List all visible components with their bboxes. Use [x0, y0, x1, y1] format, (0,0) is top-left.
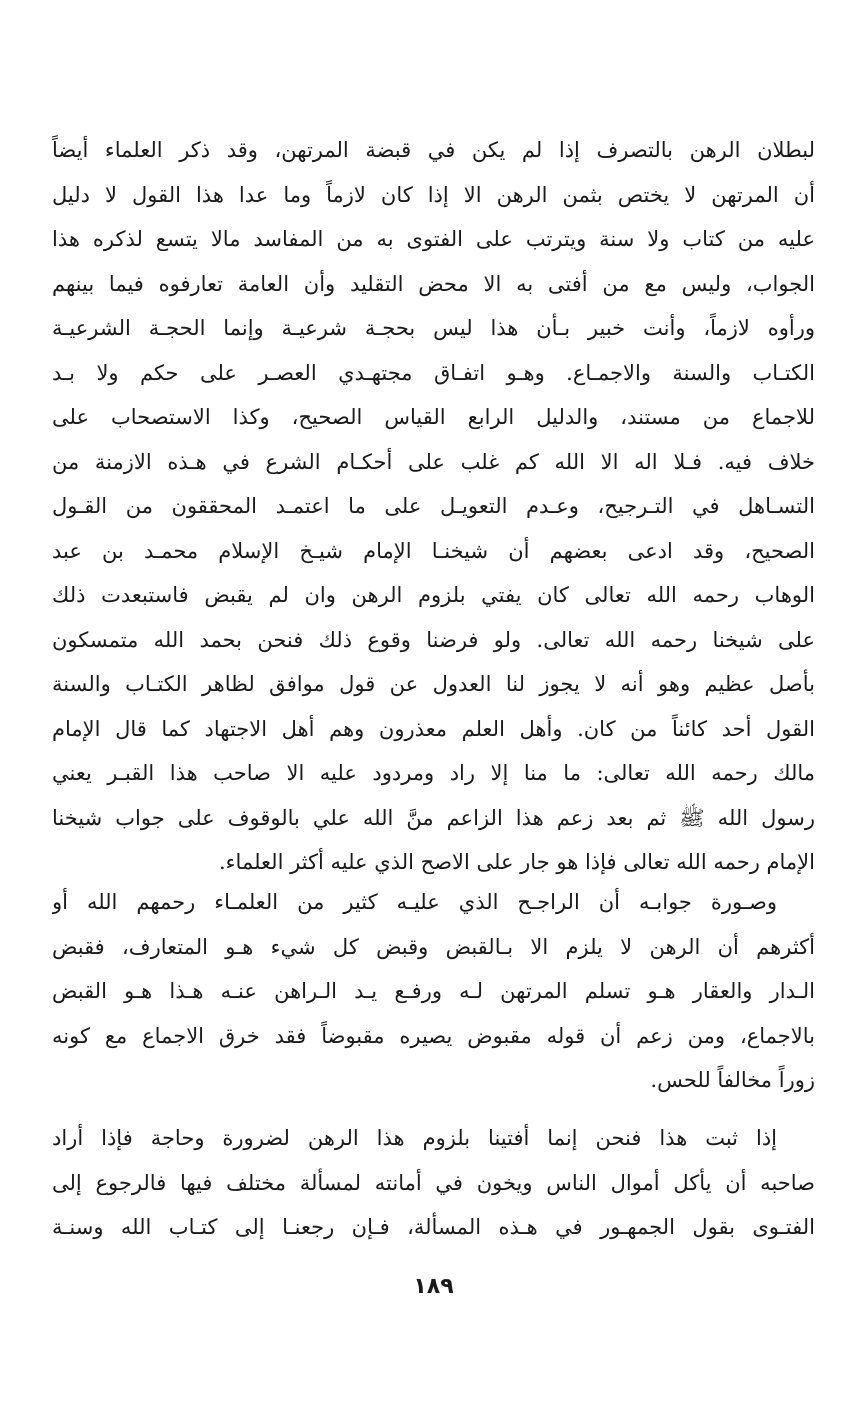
text-line: عليه من كتاب ولا سنة ويترتب على الفتوى به من المفاسد مالا يتسع لذكره هذا [52, 227, 815, 251]
text-line: القول أحد كائناً من كان. وأهل العلم معذرون وهم أهل الاجتهاد كما قال الإمام [52, 716, 815, 741]
text-line: الكتـاب والسنة والاجمـاع. وهـو اتفـاق مجتهـدي العصـر على حكم ولا بـد [52, 360, 815, 385]
text-line: الوهاب رحمه الله تعالى كان يفتي بلزوم الرهن وان لم يقبض فاستبعدت ذلك [52, 583, 815, 607]
text-line: الصحيح، وقد ادعى بعضهم أن شيخنـا الإمام شيـخ الإسلام محمـد بن عبد [52, 538, 815, 563]
text-line: وصـورة جوابـه أن الراجـح الذي عليـه كثير من العلمـاء رحمهم الله أو [52, 890, 777, 914]
text-line: صاحبه أن يأكل أموال الناس ويخون في أمانته لمسألة مختلف فيها فالرجوع إلى [52, 1170, 815, 1195]
text-line: أن المرتهن لا يختص بثمن الرهن الا إذا كان لازماً وما عدا هذا القول لا دليل [52, 182, 815, 207]
text-line: الـدار والعقار هـو تسلم المرتهن لـه ورفـع يـد الـراهن عنـه هـذا هـو القبض [52, 979, 815, 1003]
paragraph-3 [52, 1116, 815, 1250]
text-line: أكثرهم أن الرهن لا يلزم الا بـالقبض وقبض كل شيء هـو المتعارف، فقبض [52, 934, 815, 959]
text-line: الفتـوى بقول الجمهـور في هـذه المسألة، فـإن رجعنـا إلى كتـاب الله وسنـة [52, 1215, 815, 1239]
text-line: بأصل عظيم وهو أنه لا يجوز لنا العدول عن قول موافق لظاهر الكتـاب والسنة [52, 672, 815, 696]
paragraph-2 [52, 880, 815, 1103]
text-line: خلاف فيه. فـلا اله الا الله كم غلب على أحكـام الشرع في هـذه الازمنة من [52, 449, 815, 474]
text-line: إذا ثبت هذا فنحن إنما أفتينا بلزوم هذا الرهن لضرورة وحاجة فإذا أراد [52, 1126, 777, 1150]
paragraph-1 [52, 128, 815, 885]
text-line: لبطلان الرهن بالتصرف إذا لم يكن في قبضة المرتهن، وقد ذكر العلماء أيضاً [52, 138, 815, 162]
text-line: بالاجماع، ومن زعم أن قوله مقبوض يصيره مقبوضاً فقد خرق الاجماع مع كونه [52, 1023, 815, 1048]
text-line: التسـاهل في التـرجيح، وعـدم التعويـل على ما اعتمـد المحققون من القـول [52, 494, 815, 518]
text-line: الإمام رحمه الله تعالى فإذا هو جار على الاصح الذي عليه أكثر العلماء. [219, 850, 815, 874]
text-line: على شيخنا رحمه الله تعالى. ولو فرضنا وقوع ذلك فنحن بحمد الله متمسكون [52, 627, 815, 652]
text-line: مالك رحمه الله تعالى: ما منا إلا راد ومردود عليه الا صاحب هذا القبـر يعني [52, 761, 815, 785]
text-line: الجواب، وليس مع من أفتى به الا محض التقليد وأن العامة تعارفوه فيما بينهم [52, 271, 815, 296]
text-line: للاجماع من مستند، والدليل الرابع القياس الصحيح، وكذا الاستصحاب على [52, 405, 815, 429]
page-number: ١٨٩ [413, 1274, 454, 1299]
text-line: زوراً مخالفاً للحس. [650, 1068, 815, 1092]
text-line: ورأوه لازماً، وأنت خبير بـأن هذا ليس بحجـة شرعيـة وإنما الحجـة الشرعيـة [52, 316, 815, 340]
text-line: رسول الله ﷺ ثم بعد زعم هذا الزاعم منَّ الله علي بالوقوف على جواب شيخنا [52, 805, 815, 830]
